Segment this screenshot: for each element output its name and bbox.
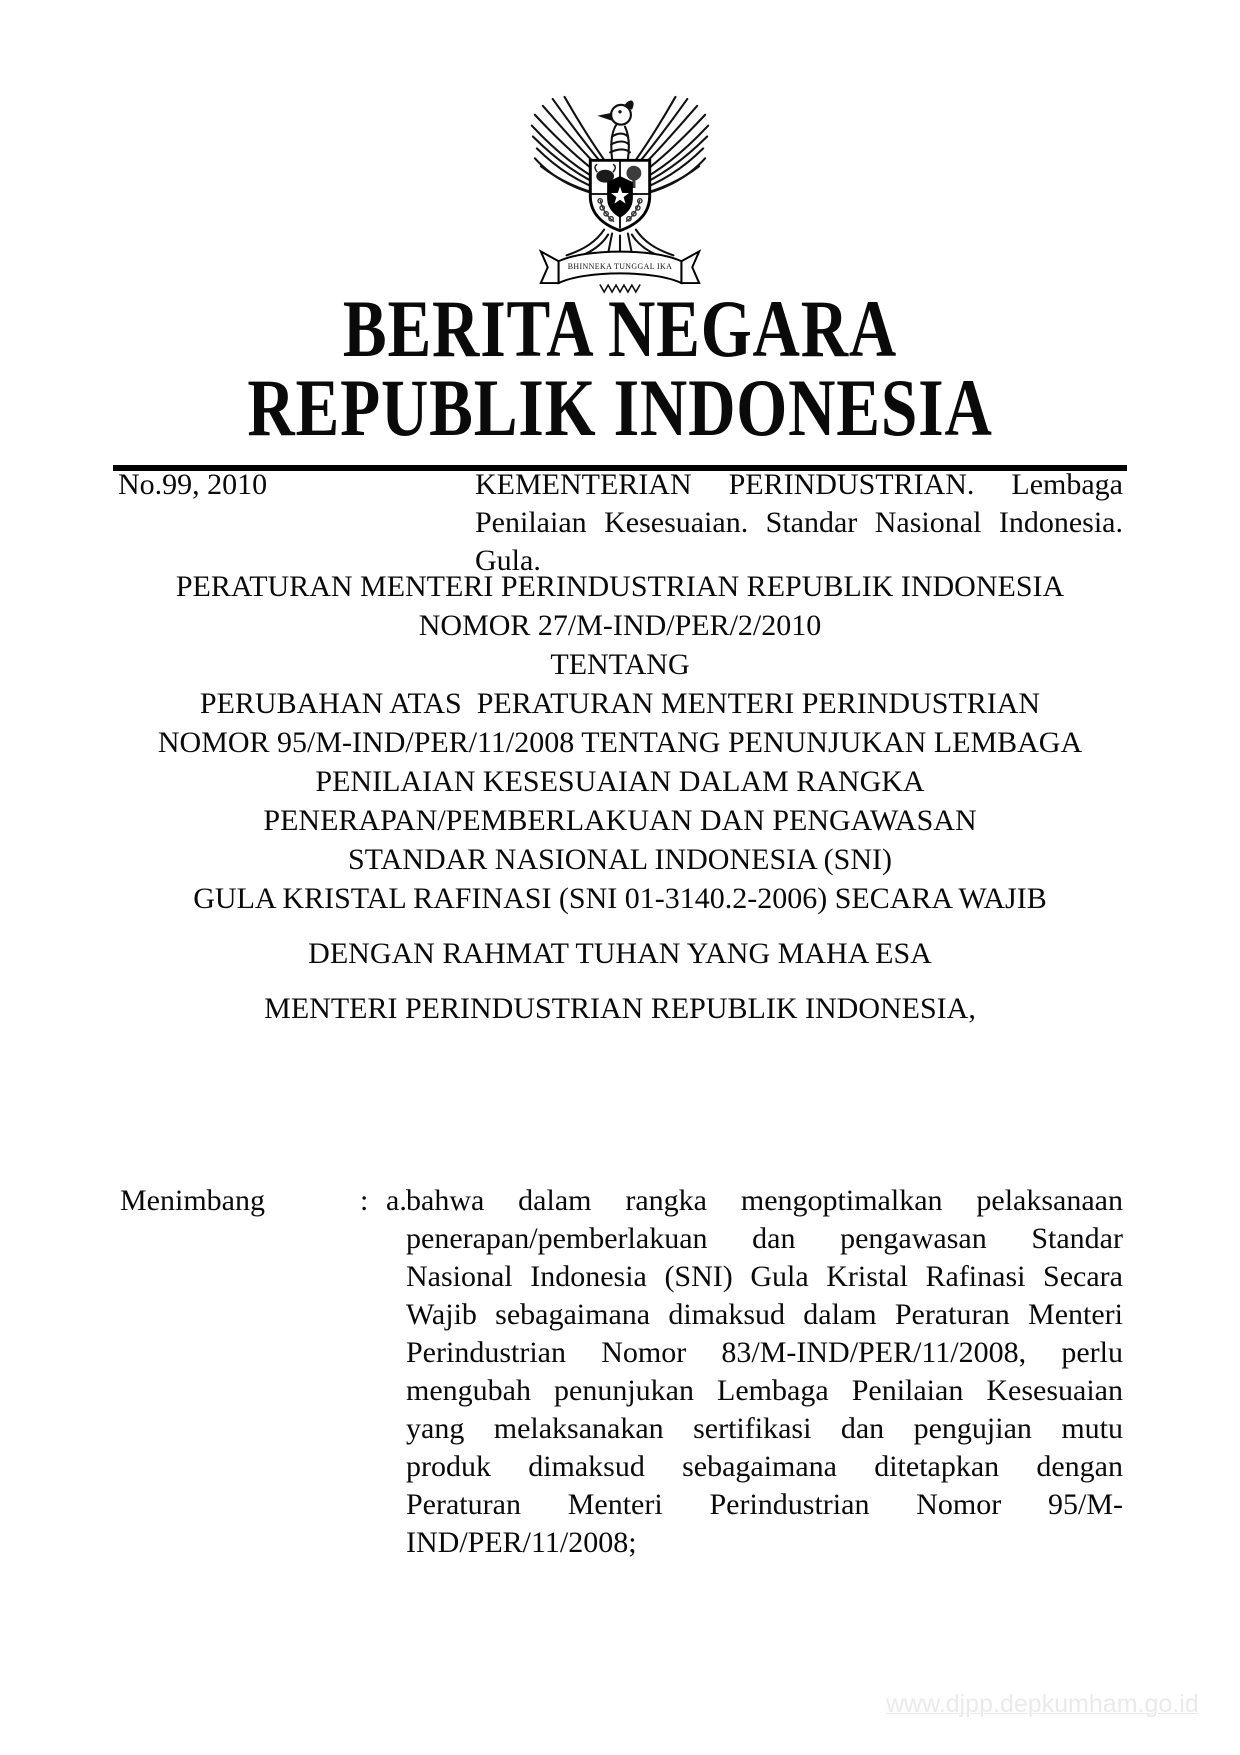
text-line: Wajib sebagaimana dimaksud dalam Peraturan Menteri xyxy=(406,1298,1123,1331)
text-line: Peraturan Menteri Perindustrian Nomor 95/M- xyxy=(406,1488,1123,1521)
text-line: produk dimaksud sebagaimana ditetapkan dengan xyxy=(406,1450,1123,1483)
enacting-authority-line: MENTERI PERINDUSTRIAN REPUBLIK INDONESIA, xyxy=(264,992,976,1025)
text-line: mengubah penunjukan Lembaga Penilaian Kesesuaian xyxy=(406,1374,1123,1407)
text-line: KEMENTERIAN PERINDUSTRIAN. Lembaga xyxy=(475,468,1123,501)
considerations-item-text xyxy=(406,1182,1123,1562)
text-line: NOMOR 27/M-IND/PER/2/2010 xyxy=(418,609,822,642)
garuda-head xyxy=(611,105,631,125)
text-line: STANDAR NASIONAL INDONESIA (SNI) xyxy=(348,843,892,876)
masthead xyxy=(0,283,1240,453)
text-line: Perindustrian Nomor 83/M-IND/PER/11/2008, perlu xyxy=(406,1336,1123,1369)
regulation-title xyxy=(113,567,1127,918)
motto-text: BHINNEKA TUNGGAL IKA xyxy=(567,262,673,272)
watermark-url: www.djpp.depkumham.go.id xyxy=(886,1690,1199,1718)
masthead-line-1: BERITA NEGARA xyxy=(342,283,898,374)
considerations-separator: : xyxy=(360,1184,369,1217)
text-line: Nasional Indonesia (SNI) Gula Kristal Rafinasi Secara xyxy=(406,1260,1123,1293)
text-line: GULA KRISTAL RAFINASI (SNI 01-3140.2-2006) SECARA WAJIB xyxy=(193,882,1047,915)
text-line: Penilaian Kesesuaian. Standar Nasional Indonesia. xyxy=(475,506,1123,539)
text-line: bahwa dalam rangka mengoptimalkan pelaksanaan xyxy=(406,1184,1123,1217)
garuda-pancasila-emblem xyxy=(521,84,719,296)
text-line: IND/PER/11/2008; xyxy=(406,1526,637,1559)
gazette-abstract xyxy=(475,466,1123,580)
gazette-number: No.99, 2010 xyxy=(118,468,268,501)
text-line: yang melaksanakan sertifikasi dan pengujian mutu xyxy=(406,1412,1123,1445)
text-line: PENILAIAN KESESUAIAN DALAM RANGKA xyxy=(315,765,925,798)
masthead-line-2: REPUBLIK INDONESIA xyxy=(247,362,993,453)
text-line: PERATURAN MENTERI PERINDUSTRIAN REPUBLIK INDONESIA xyxy=(175,570,1065,603)
invocation-line: DENGAN RAHMAT TUHAN YANG MAHA ESA xyxy=(308,937,932,970)
considerations-item-marker: a. xyxy=(386,1184,407,1217)
text-line: Gula. xyxy=(475,544,541,577)
text-line: PENERAPAN/PEMBERLAKUAN DAN PENGAWASAN xyxy=(263,804,977,837)
garuda-beak xyxy=(597,113,612,121)
text-line: TENTANG xyxy=(550,648,690,681)
text-line: penerapan/pemberlakuan dan pengawasan Standar xyxy=(406,1222,1123,1255)
considerations-label: Menimbang xyxy=(120,1184,265,1217)
text-line: NOMOR 95/M-IND/PER/11/2008 TENTANG PENUNJUKAN LEMBAGA xyxy=(157,726,1083,759)
text-line: PERUBAHAN ATAS PERATURAN MENTERI PERINDUSTRIAN xyxy=(199,687,1041,720)
